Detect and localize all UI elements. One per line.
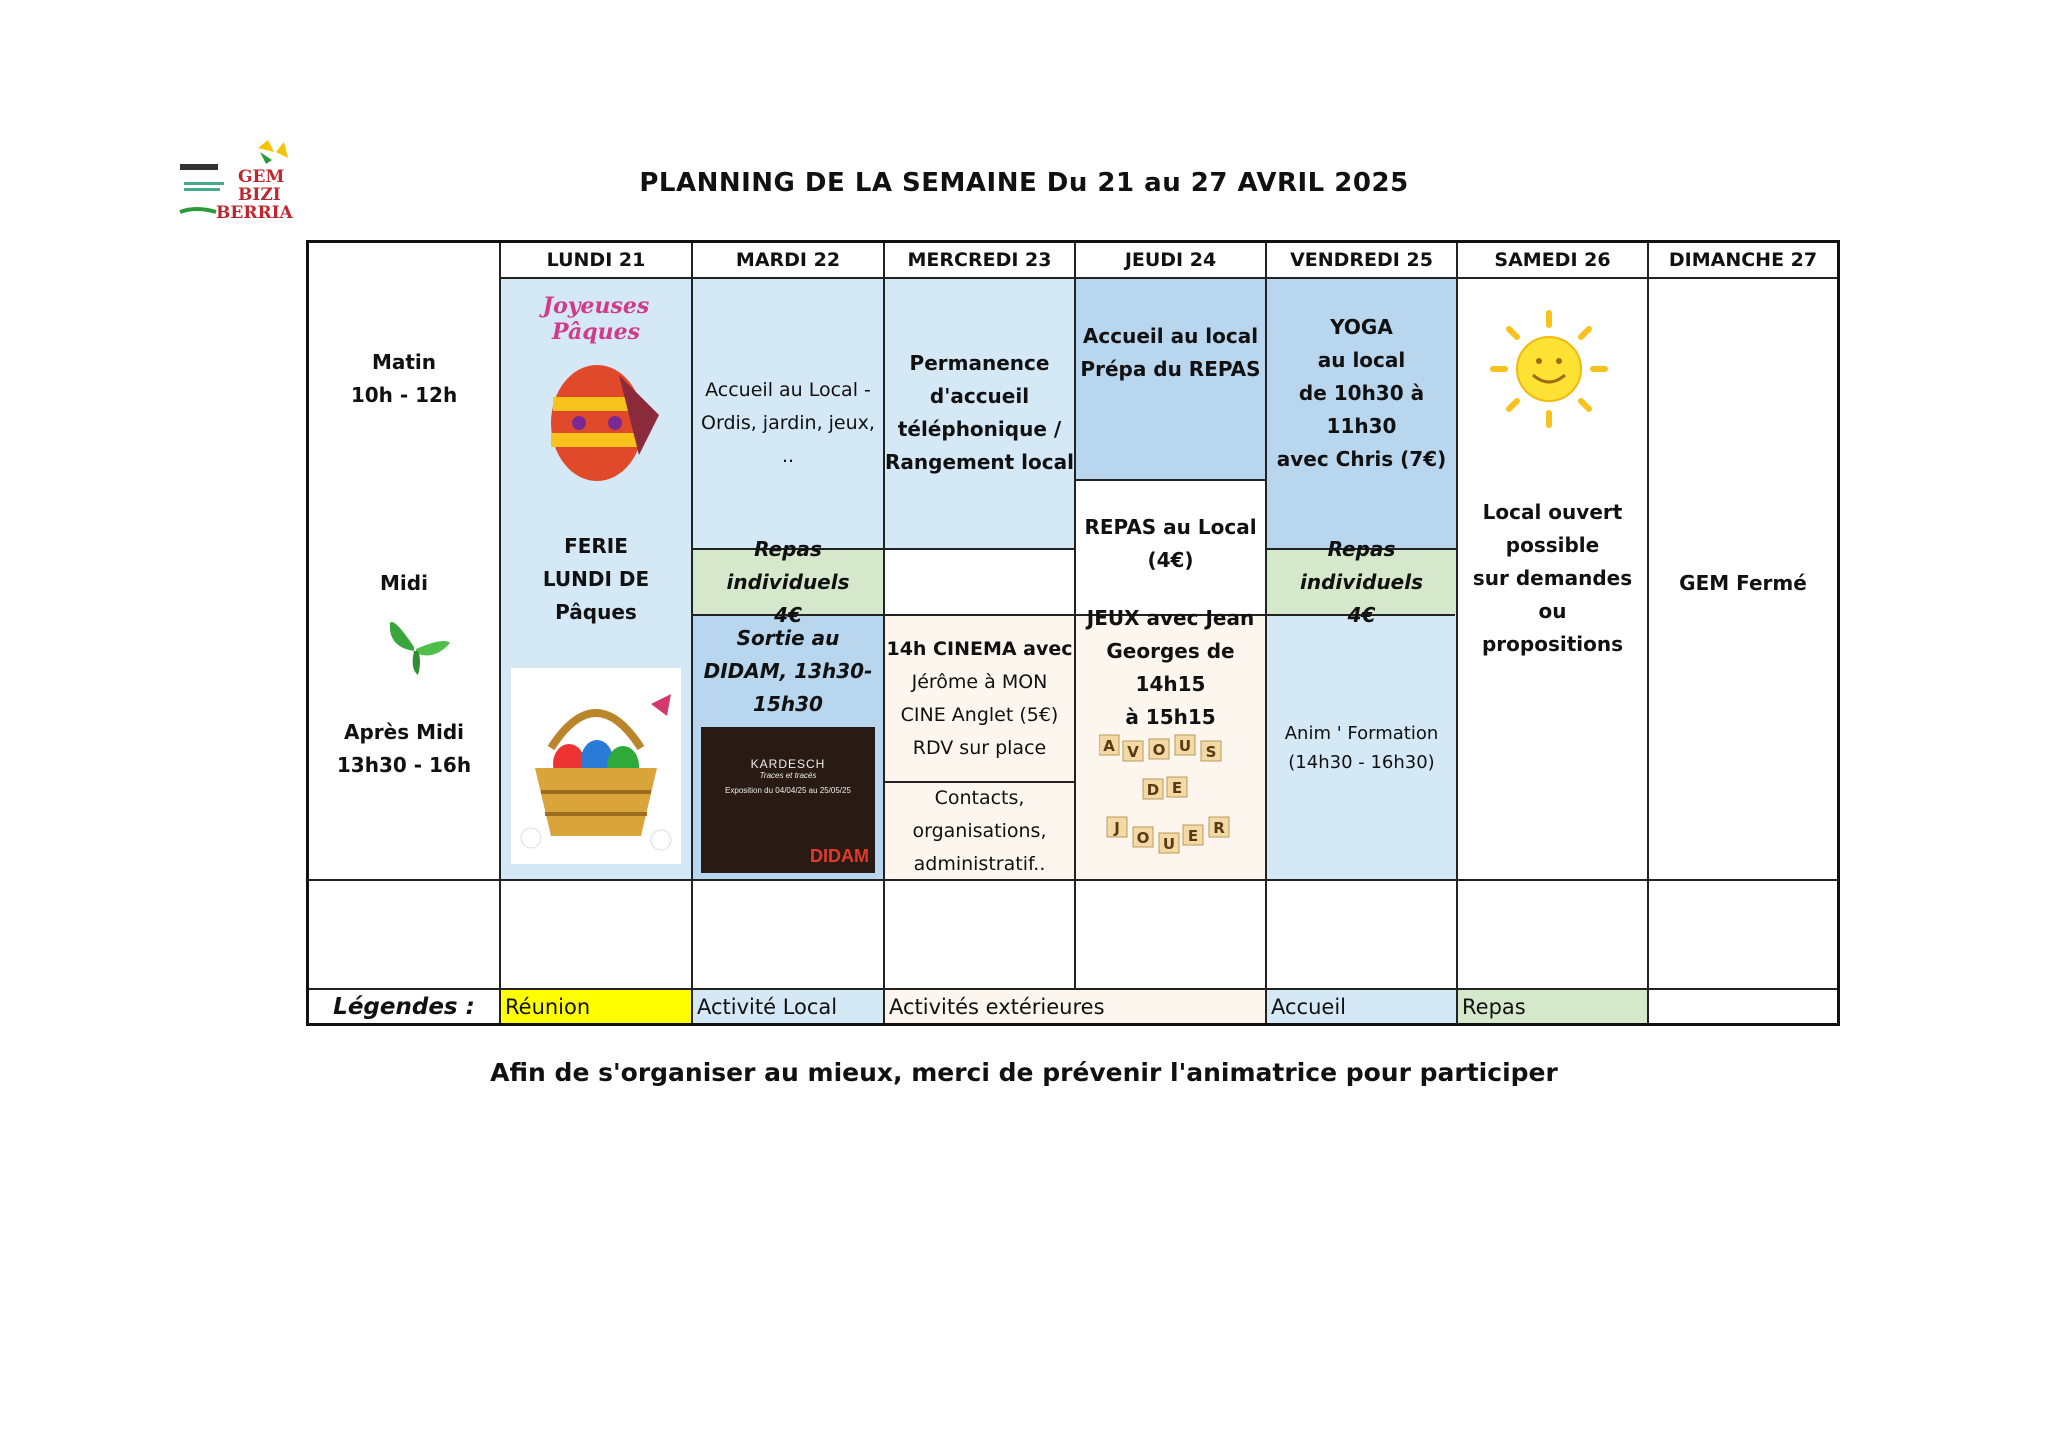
tuesday-midi-line1: Repas individuels xyxy=(726,536,850,594)
tile-v: V xyxy=(1127,743,1139,761)
time-apres-midi xyxy=(309,713,499,785)
wednesday-morning-line2: d'accueil xyxy=(929,384,1030,408)
wednesday-cinema-line1: 14h CINEMA avec xyxy=(886,637,1073,660)
wednesday-afternoon-cinema xyxy=(885,616,1074,781)
header-vendredi: VENDREDI 25 xyxy=(1290,249,1433,271)
tile-r: R xyxy=(1213,819,1225,837)
friday-morning-line4: 11h30 xyxy=(1326,413,1397,438)
thursday-morning-line1: Accueil au local xyxy=(1082,324,1259,348)
wednesday-admin-line3: administratif.. xyxy=(913,852,1046,875)
wednesday-afternoon-admin xyxy=(885,783,1074,879)
weekly-schedule-table xyxy=(306,240,1840,1026)
wednesday-cinema-line2: Jérôme à MON xyxy=(911,670,1048,693)
apres-label: Après Midi xyxy=(343,720,465,744)
time-matin xyxy=(309,343,499,415)
tile-u2: U xyxy=(1162,835,1176,853)
matin-hours: 10h - 12h xyxy=(350,383,458,407)
tuesday-afternoon-line1: Sortie au xyxy=(736,625,840,650)
saturday-line5: propositions xyxy=(1481,631,1624,656)
apres-hours: 13h30 - 16h xyxy=(336,753,472,777)
legend-label: Légendes : xyxy=(333,993,475,1020)
easter-egg-image xyxy=(509,293,683,473)
tuesday-morning-line1: Accueil au Local - xyxy=(705,378,871,401)
tile-j: J xyxy=(1114,819,1120,837)
wednesday-cinema-line4: RDV sur place xyxy=(912,736,1047,759)
saturday-line1: Local ouvert xyxy=(1482,499,1623,524)
thursday-midi-line2: (4€) xyxy=(1147,548,1194,572)
midi-label: Midi xyxy=(380,570,428,595)
friday-midi-line2: 4€ xyxy=(1347,602,1376,627)
tuesday-morning-line2: Ordis, jardin, jeux, xyxy=(701,411,875,434)
friday-morning xyxy=(1267,293,1456,493)
legend-activites-exterieures: Activités extérieures xyxy=(885,990,1265,1023)
tile-a: A xyxy=(1103,737,1115,755)
butterfly-icon xyxy=(384,617,454,681)
thursday-midi xyxy=(1076,508,1265,580)
ferie-text: FERIE xyxy=(564,533,628,558)
tuesday-morning-line3: .. xyxy=(781,444,795,467)
legend-activite-local: Activité Local xyxy=(693,990,883,1023)
matin-label: Matin xyxy=(371,350,437,374)
wednesday-morning-line4: Rangement local xyxy=(885,450,1074,474)
didam-poster xyxy=(701,727,875,873)
tuesday-afternoon-line3: 15h30 xyxy=(753,691,823,716)
joyeuses-paques-text: Joyeuses Pâques xyxy=(542,293,650,345)
time-midi xyxy=(309,563,499,603)
thursday-morning-line2: Prépa du REPAS xyxy=(1080,357,1261,381)
friday-afternoon-line1: Anim ' Formation xyxy=(1284,723,1439,744)
tile-o1: O xyxy=(1152,741,1166,759)
poster-brand: DIDAM xyxy=(810,846,869,866)
legend-repas: Repas xyxy=(1458,990,1647,1023)
thursday-afternoon-line2: Georges de 14h15 xyxy=(1106,639,1235,696)
wednesday-admin-line1: Contacts, xyxy=(934,786,1025,809)
legend-accueil: Accueil xyxy=(1267,990,1456,1023)
wednesday-morning-line3: téléphonique / xyxy=(897,417,1062,441)
tile-s: S xyxy=(1205,743,1217,761)
tile-d: D xyxy=(1146,781,1160,799)
logo-bizi-text: BIZI xyxy=(238,185,281,205)
monday-ferie xyxy=(501,533,691,624)
thursday-midi-line1: REPAS au Local xyxy=(1084,515,1257,539)
friday-morning-line5: avec Chris (7€) xyxy=(1276,446,1447,471)
friday-midi-line1: Repas individuels xyxy=(1299,536,1424,594)
saturday-line2: possible xyxy=(1505,532,1600,557)
wednesday-cinema-line3: CINE Anglet (5€) xyxy=(900,703,1059,726)
saturday-line3: sur demandes xyxy=(1472,565,1633,590)
easter-basket-image xyxy=(511,668,681,864)
wednesday-morning xyxy=(885,293,1074,533)
header-mardi: MARDI 22 xyxy=(735,249,841,271)
logo-gem-text: GEM xyxy=(238,167,285,187)
friday-midi xyxy=(1267,536,1456,627)
poster-dates: Exposition du 04/04/25 au 25/05/25 xyxy=(725,786,851,795)
header-mercredi: MERCREDI 23 xyxy=(907,249,1052,271)
tile-u1: U xyxy=(1178,737,1192,755)
saturday-line4: ou xyxy=(1538,598,1567,623)
thursday-afternoon-line3: à 15h15 xyxy=(1125,705,1216,729)
tile-o2: O xyxy=(1136,829,1150,847)
poster-subtitle: Traces et tracés xyxy=(759,771,817,780)
page-title: PLANNING DE LA SEMAINE Du 21 au 27 AVRIL 2025 xyxy=(639,168,1409,198)
tuesday-afternoon-line2: DIDAM, 13h30- xyxy=(703,658,873,683)
thursday-morning xyxy=(1076,303,1265,403)
footer-note: Afin de s'organiser au mieux, merci de prévenir l'animatrice pour participer xyxy=(490,1058,1558,1087)
thursday-afternoon xyxy=(1076,606,1265,729)
friday-afternoon xyxy=(1267,713,1456,783)
sunday-text: GEM Fermé xyxy=(1679,570,1807,595)
header-samedi: SAMEDI 26 xyxy=(1494,249,1611,271)
tuesday-afternoon xyxy=(693,616,883,726)
tuesday-morning xyxy=(693,303,883,543)
header-dimanche: DIMANCHE 27 xyxy=(1668,249,1818,271)
wednesday-admin-line2: organisations, xyxy=(912,819,1047,842)
friday-morning-line1: YOGA xyxy=(1330,314,1393,339)
tile-e1: E xyxy=(1171,779,1183,797)
header-lundi: LUNDI 21 xyxy=(546,249,646,271)
friday-afternoon-line2: (14h30 - 16h30) xyxy=(1288,752,1435,773)
saturday-text xyxy=(1458,493,1647,663)
wednesday-morning-line1: Permanence xyxy=(909,351,1050,375)
tile-e2: E xyxy=(1187,827,1199,845)
friday-morning-line2: au local xyxy=(1317,347,1406,372)
logo-berria-text: BERRIA xyxy=(216,203,293,223)
thursday-afternoon-line1: JEUX avec Jean xyxy=(1086,606,1255,630)
sun-icon xyxy=(1489,309,1609,429)
tuesday-midi xyxy=(693,536,883,627)
tuesday-midi-line2: 4€ xyxy=(774,602,802,627)
friday-morning-line3: de 10h30 à xyxy=(1298,380,1425,405)
header-jeudi: JEUDI 24 xyxy=(1124,249,1217,271)
a-vous-de-jouer-tiles xyxy=(1099,733,1249,863)
legend-reunion: Réunion xyxy=(501,990,691,1023)
poster-name: KARDESCH xyxy=(750,757,826,771)
lundi-paques-text: LUNDI DE Pâques xyxy=(542,566,650,624)
